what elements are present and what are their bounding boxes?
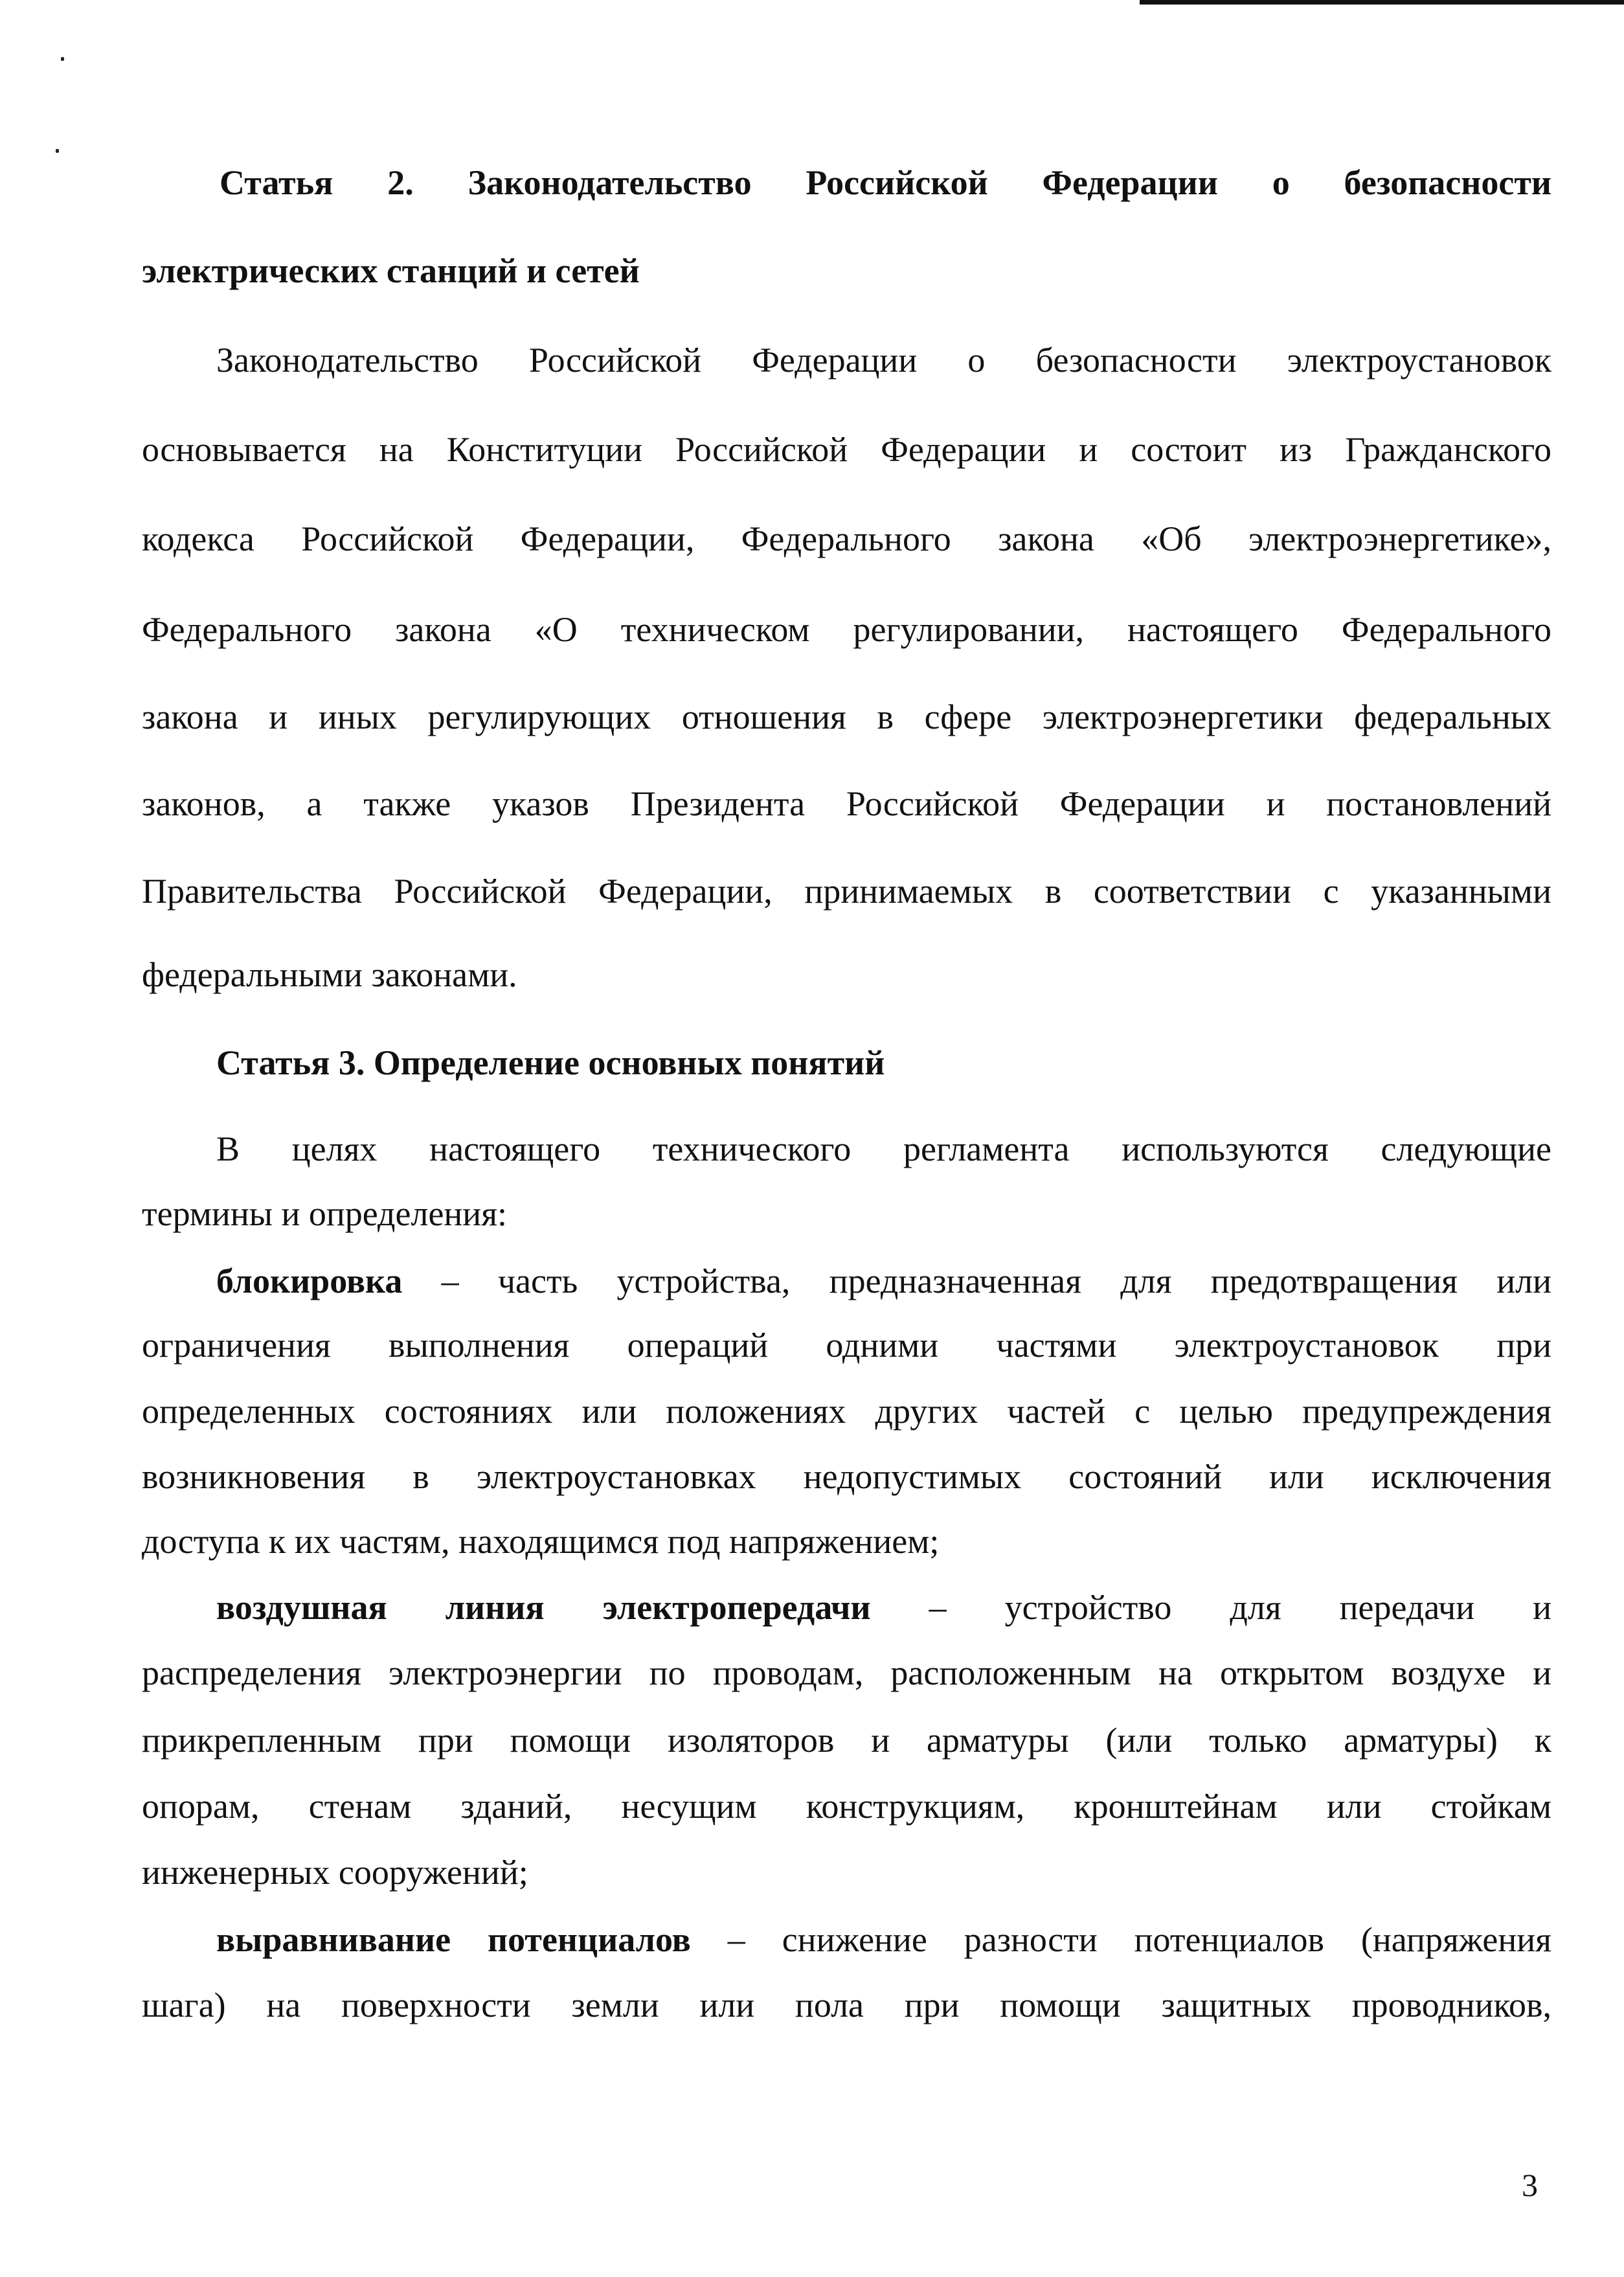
text-line: [216, 337, 1551, 383]
text-line: [142, 868, 1551, 914]
bold-term: электрических станций и сетей: [142, 251, 640, 290]
scan-speck: [61, 57, 64, 61]
text-segment: прикрепленным при помощи изоляторов и арматуры (или только арматуры) к: [142, 1721, 1551, 1760]
text-segment: шага) на поверхности земли или пола при помощи защитных проводников,: [142, 1986, 1551, 2024]
text-segment: инженерных сооружений;: [142, 1853, 528, 1892]
text-segment: определенных состояниях или положениях других частей с целью предупреждения: [142, 1392, 1551, 1431]
text-line: [216, 1040, 1551, 1085]
text-line: [216, 1917, 1551, 1962]
text-line: [142, 1850, 1551, 1895]
text-segment: Федерального закона «О техническом регулировании, настоящего Федерального: [142, 610, 1551, 649]
text-line: [142, 248, 1551, 293]
text-line: [142, 427, 1551, 472]
text-line: [142, 1322, 1551, 1368]
text-segment: доступа к их частям, находящимся под напряжением;: [142, 1522, 940, 1561]
text-segment: возникновения в электроустановках недопустимых состояний или исключения: [142, 1457, 1551, 1496]
text-line: [220, 160, 1551, 205]
text-line: [142, 952, 1551, 997]
text-line: [142, 1717, 1551, 1763]
bold-term: Статья 2. Законодательство Российской Федерации о безопасности: [220, 163, 1551, 202]
bold-term: выравнивание потенциалов: [216, 1920, 691, 1959]
text-segment: – устройство для передачи и: [870, 1588, 1551, 1627]
text-segment: закона и иных регулирующих отношения в сфере электроэнергетики федеральных: [142, 697, 1551, 736]
text-line: [142, 1519, 1551, 1564]
text-segment: – снижение разности потенциалов (напряжения: [690, 1920, 1551, 1959]
text-segment: законов, а также указов Президента Российской Федерации и постановлений: [142, 784, 1551, 823]
text-segment: ограничения выполнения операций одними частями электроустановок при: [142, 1326, 1551, 1365]
bold-term: Статья 3. Определение основных понятий: [216, 1043, 885, 1082]
text-segment: термины и определения:: [142, 1194, 508, 1233]
text-segment: опорам, стенам зданий, несущим конструкциям, кронштейнам или стойкам: [142, 1787, 1551, 1826]
text-line: [142, 1191, 1551, 1236]
text-line: [142, 1454, 1551, 1499]
page-number: 3: [1522, 2167, 1538, 2203]
text-segment: В целях настоящего технического регламента используются следующие: [216, 1129, 1551, 1168]
scan-speck: [56, 149, 59, 153]
text-line: [216, 1585, 1551, 1630]
text-line: [216, 1126, 1551, 1172]
text-line: [142, 1982, 1551, 2028]
text-line: [216, 1258, 1551, 1304]
text-segment: кодекса Российской Федерации, Федерального закона «Об электроэнергетике»,: [142, 519, 1551, 558]
text-line: [142, 1650, 1551, 1695]
bold-term: блокировка: [216, 1262, 403, 1300]
text-segment: основывается на Конституции Российской Федерации и состоит из Гражданского: [142, 430, 1551, 469]
text-line: [142, 1388, 1551, 1434]
text-segment: федеральными законами.: [142, 955, 517, 994]
text-segment: Законодательство Российской Федерации о безопасности электроустановок: [216, 341, 1551, 380]
scan-edge-line: [1140, 0, 1624, 5]
text-segment: Правительства Российской Федерации, принимаемых в соответствии с указанными: [142, 872, 1551, 911]
text-line: [142, 694, 1551, 740]
text-line: [142, 781, 1551, 826]
bold-term: воздушная линия электропередачи: [216, 1588, 871, 1627]
text-segment: – часть устройства, предназначенная для предотвращения или: [402, 1262, 1551, 1300]
text-segment: распределения электроэнергии по проводам, расположенным на открытом воздухе и: [142, 1653, 1551, 1692]
text-line: [142, 516, 1551, 561]
text-line: [142, 1784, 1551, 1829]
text-line: [142, 607, 1551, 652]
